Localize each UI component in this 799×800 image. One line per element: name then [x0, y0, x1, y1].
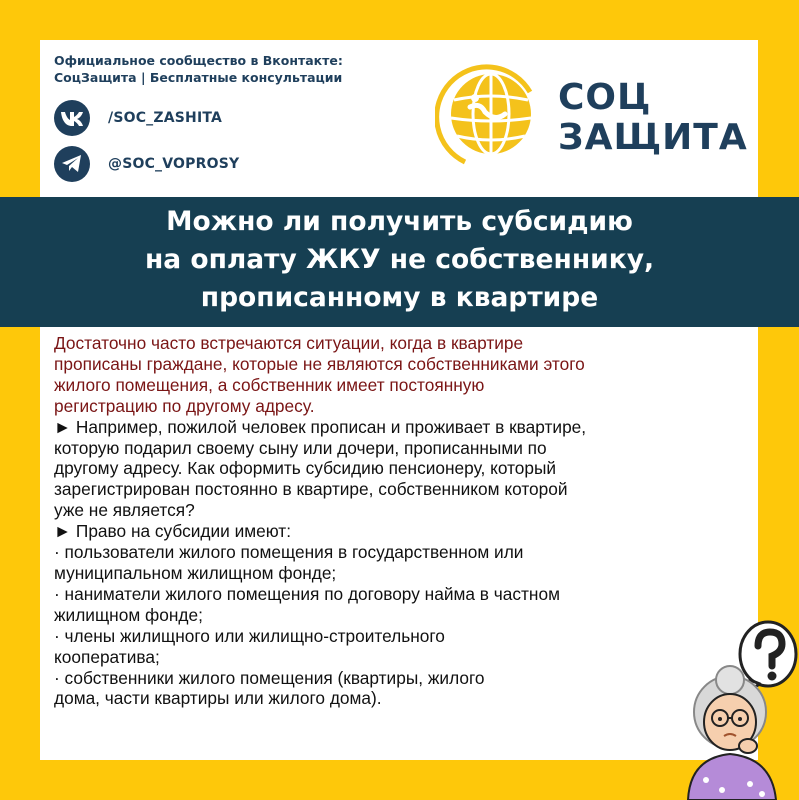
intro-line: прописаны граждане, которые не являются собственниками этого — [54, 353, 585, 374]
example-line: которую подарил своему сыну или дочери, прописанными по — [54, 437, 547, 458]
vk-handle: /SOC_ZASHITA — [108, 110, 223, 126]
community-info — [54, 52, 454, 86]
title-line: Можно ли получить субсидию — [166, 206, 633, 237]
example-line: зарегистрирован постоянно в квартире, собственником которой — [54, 479, 568, 500]
question-mark-grandmother-icon — [680, 608, 799, 800]
intro-line: жилого помещения, а собственник имеет постоянную — [54, 374, 485, 395]
rights-line: · наниматели жилого помещения по договору найма в частном — [54, 583, 560, 604]
telegram-handle: @SOC_VOPROSY — [108, 156, 240, 172]
rights-line: жилищном фонде; — [54, 604, 203, 625]
community-line: Официальное сообщество в Вконтакте: — [54, 53, 343, 68]
title-line: на оплату ЖКУ не собственнику, — [144, 244, 655, 275]
logo-line: СОЦ — [558, 77, 652, 118]
logo-line: ЗАЩИТА — [558, 117, 748, 158]
community-line: СоцЗащита | Бесплатные консультации — [54, 70, 343, 85]
rights-line: · собственники жилого помещения (квартиры, жилого — [54, 667, 485, 688]
telegram-link[interactable] — [54, 146, 239, 182]
rights-line: муниципальном жилищном фонде; — [54, 562, 337, 583]
rights-heading: ► Право на субсидии имеют: — [54, 521, 292, 542]
article-body — [54, 333, 769, 709]
intro-line: регистрацию по другому адресу. — [54, 395, 315, 416]
intro-line: Достаточно часто встречаются ситуации, когда в квартире — [54, 333, 524, 353]
rights-line: · пользователи жилого помещения в государственном или — [54, 542, 524, 563]
rights-line: кооператива; — [54, 646, 160, 667]
rights-line: · члены жилищного или жилищно-строительного — [54, 625, 445, 646]
example-line: другому адресу. Как оформить субсидию пенсионеру, который — [54, 458, 557, 479]
logo-text — [558, 78, 748, 158]
vk-icon — [54, 100, 90, 136]
example-line: ► Например, пожилой человек прописан и проживает в квартире, — [54, 416, 587, 437]
title-line: прописанному в квартире — [200, 282, 599, 313]
header — [40, 40, 758, 190]
page-title — [0, 203, 799, 317]
example-line: уже не является? — [54, 500, 195, 521]
rights-line: дома, части квартиры или жилого дома). — [54, 688, 382, 709]
telegram-icon — [54, 146, 90, 182]
vk-link[interactable] — [54, 100, 222, 136]
globe-icon — [435, 62, 545, 172]
